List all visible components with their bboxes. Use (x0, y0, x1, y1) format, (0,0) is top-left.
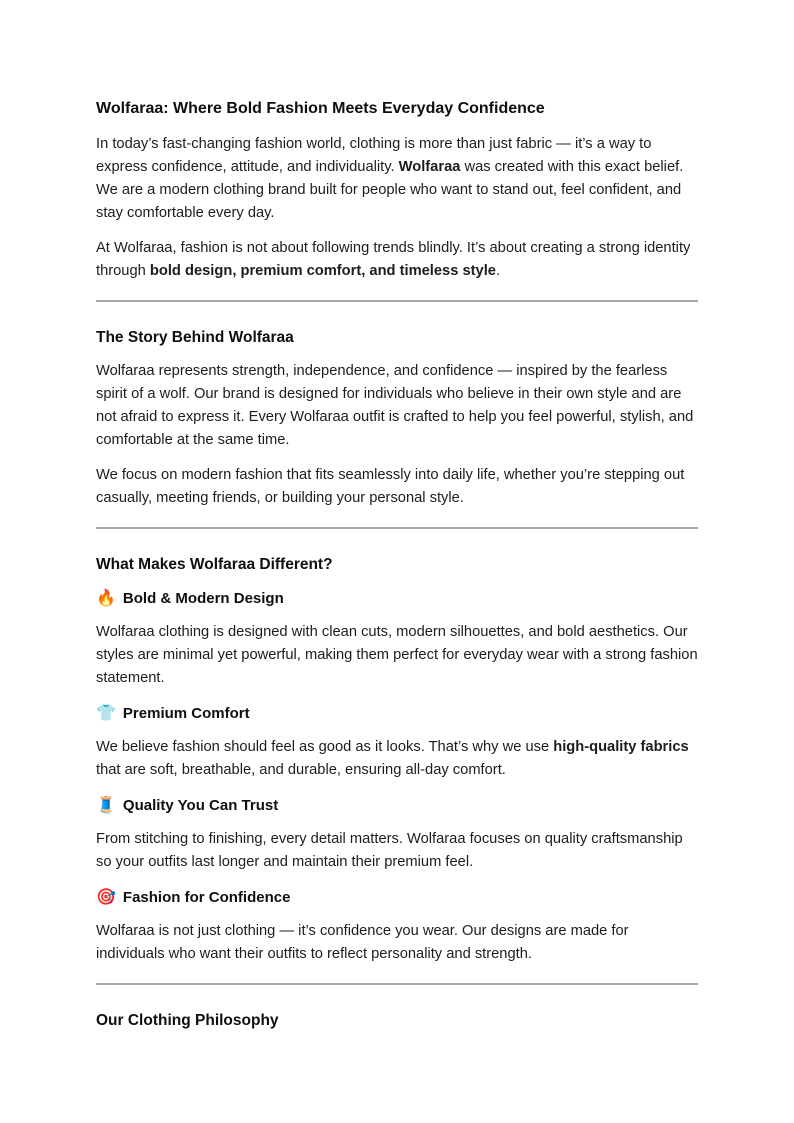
bold-text-run: bold design, premium comfort, and timeless style (149, 263, 496, 279)
feature-title: Quality You Can Trust (122, 797, 279, 814)
feature-heading-bold-modern-design (96, 587, 698, 611)
philosophy-section-heading: Our Clothing Philosophy (96, 1012, 279, 1029)
text-run: In today’s fast-changing fashion world, clothing is more than just fabric — it’s a way to express confidence, attitude, and individuality. (96, 136, 652, 175)
bold-text-run: high-quality fabrics (553, 739, 689, 755)
intro-paragraph-2 (96, 237, 698, 283)
story-section-heading: The Story Behind Wolfaraa (96, 329, 294, 346)
text-run: At Wolfaraa, fashion is not about following trends blindly. It’s about creating a strong identity through (96, 240, 691, 279)
text-run: We believe fashion should feel as good as it looks. That’s why we use (96, 739, 554, 755)
feature-paragraph-premium-comfort (96, 736, 698, 782)
text-run: From stitching to finishing, every detail matters. Wolfaraa focuses on quality craftsmanship so your outfits last longer and maintain their premium feel. (96, 831, 683, 870)
text-run: Wolfaraa is not just clothing — it’s confidence you wear. Our designs are made for individuals who want their outfits to reflect personality and strength. (96, 923, 629, 962)
feature-heading-fashion-confidence (96, 886, 698, 910)
different-section-heading: What Makes Wolfaraa Different? (96, 556, 333, 573)
document-title: Wolfaraa: Where Bold Fashion Meets Everyday Confidence (96, 100, 545, 117)
tshirt-icon: 👕 (96, 705, 116, 722)
text-run: that are soft, breathable, and durable, ensuring all-day comfort. (96, 762, 506, 778)
feature-heading-premium-comfort (96, 702, 698, 726)
feature-paragraph-quality-trust (96, 828, 698, 874)
section-divider (96, 983, 698, 985)
story-paragraph-2: We focus on modern fashion that fits seamlessly into daily life, whether you’re stepping out casually, meeting friends, or building your personal style. (96, 467, 685, 506)
feature-heading-quality-trust (96, 794, 698, 818)
feature-title: Premium Comfort (122, 705, 250, 722)
text-run: . (495, 263, 501, 279)
text-run: was created with this exact belief. We are a modern clothing brand built for people who want to stand out, feel confident, and stay comfortable every day. (96, 159, 684, 221)
feature-title: Bold & Modern Design (122, 590, 284, 607)
feature-paragraph-fashion-confidence (96, 920, 698, 966)
fire-icon: 🔥 (96, 590, 116, 607)
bold-text-run: Wolfaraa (398, 159, 461, 175)
intro-paragraph-1 (96, 133, 698, 225)
section-divider (96, 300, 698, 302)
story-paragraph-1: Wolfaraa represents strength, independence, and confidence — inspired by the fearless spirit of a wolf. Our brand is designed for individuals who believe in their own style and are not afraid to express it. Every Wolfaraa outfit is crafted to help you feel powerful, stylish, and comfortable at the same time. (96, 363, 694, 448)
target-icon: 🎯 (96, 889, 116, 906)
feature-title: Fashion for Confidence (122, 889, 291, 906)
feature-paragraph-bold-modern-design (96, 621, 698, 690)
text-run: Wolfaraa clothing is designed with clean cuts, modern silhouettes, and bold aesthetics. Our styles are minimal yet powerful, making them perfect for everyday wear with a strong fashion statement. (96, 624, 698, 686)
thread-icon: 🧵 (96, 797, 116, 814)
section-divider (96, 527, 698, 529)
